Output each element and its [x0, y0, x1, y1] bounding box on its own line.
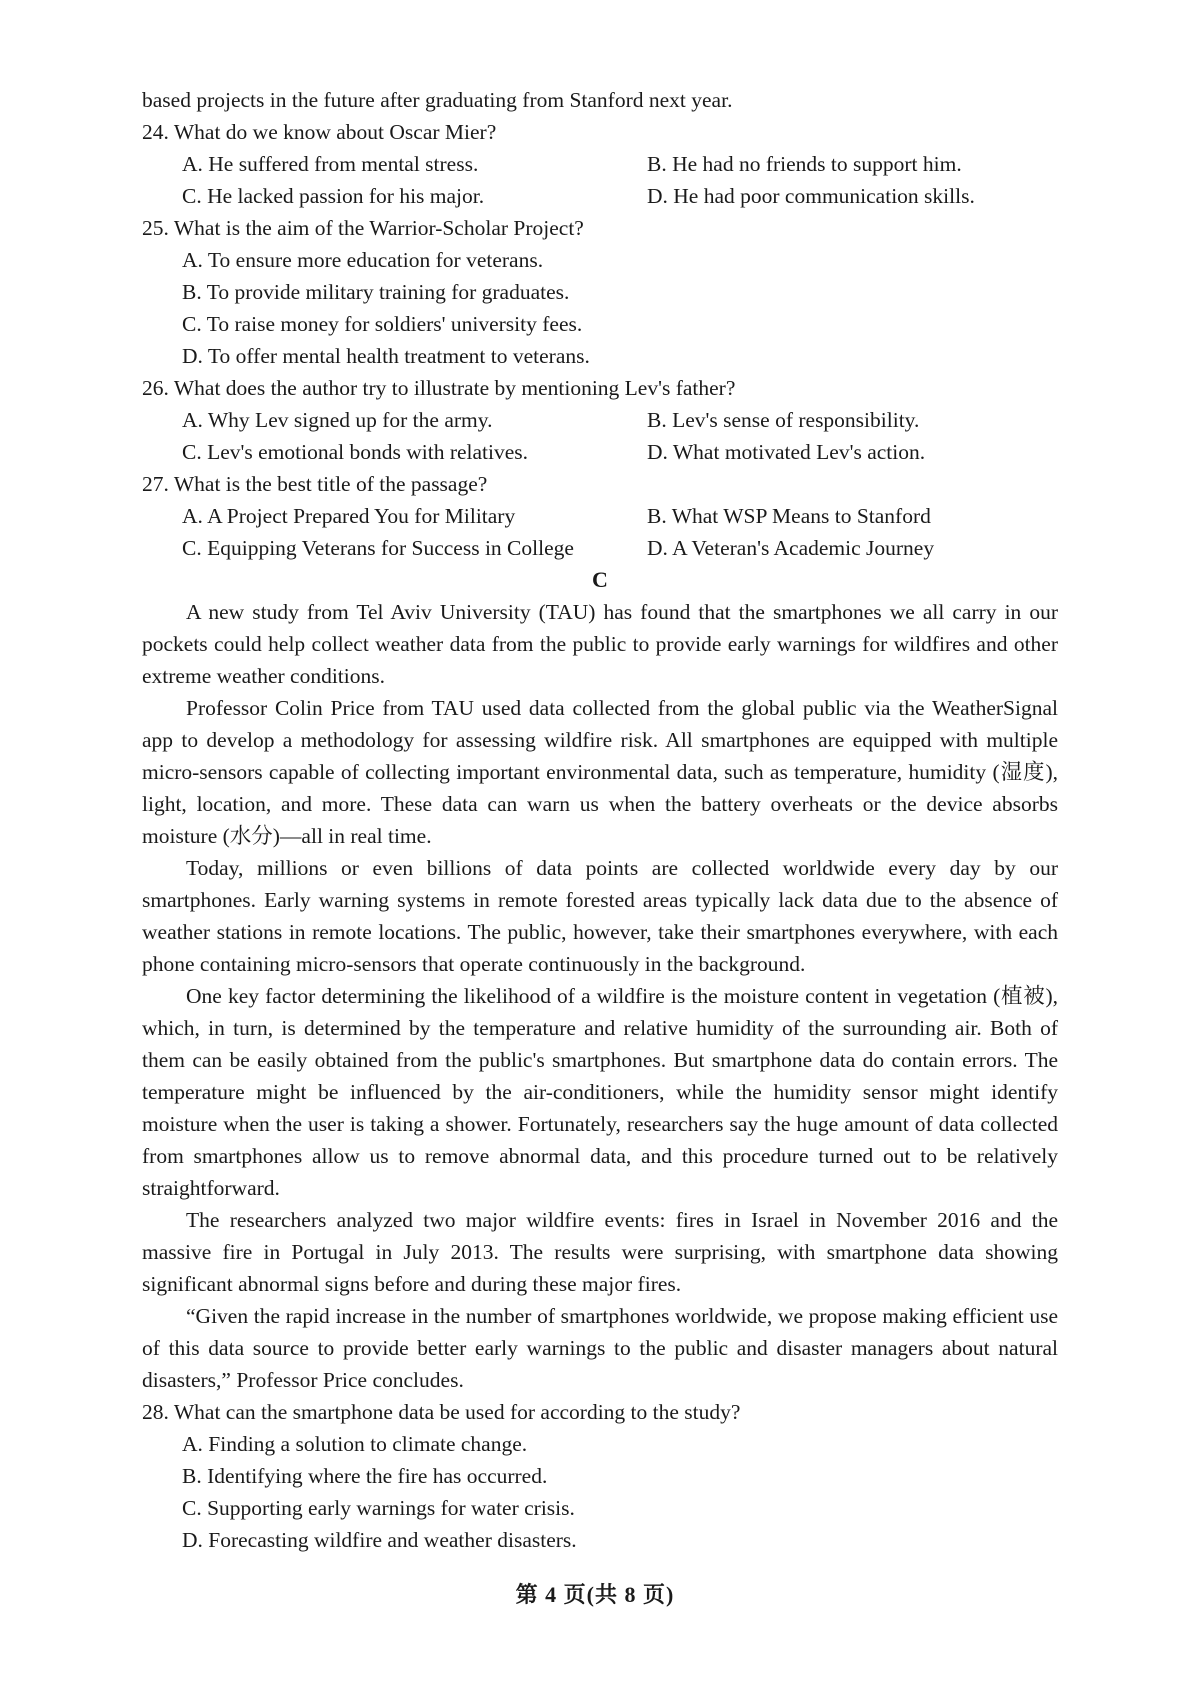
option-a: A. To ensure more education for veterans.	[182, 248, 544, 272]
passage-paragraph: The researchers analyzed two major wildfire events: fires in Israel in November 2016 and the massive fire in Portugal in July 2013. The results were surprising, with smartphone data showing significant abnormal signs before and during these major fires.	[142, 1208, 1058, 1296]
option-a: A. A Project Prepared You for Military	[182, 504, 516, 528]
option-d: D. To offer mental health treatment to veterans.	[182, 344, 590, 368]
passage-paragraph: “Given the rapid increase in the number of smartphones worldwide, we propose making efficient use of this data source to provide better early warnings to the public and disaster managers about natural disasters,” Professor Price concludes.	[142, 1304, 1058, 1392]
question-stem: 26. What does the author try to illustrate by mentioning Lev's father?	[142, 376, 736, 400]
option-c: C. To raise money for soldiers' university fees.	[182, 312, 583, 336]
passage-c	[142, 596, 1058, 1396]
option-b: B. Lev's sense of responsibility.	[647, 408, 920, 432]
question-27	[142, 468, 1058, 564]
continuation-line: based projects in the future after graduating from Stanford next year.	[142, 88, 733, 112]
option-a: A. Why Lev signed up for the army.	[182, 408, 493, 432]
question-stem: 28. What can the smartphone data be used for according to the study?	[142, 1400, 741, 1424]
passage-paragraph: Today, millions or even billions of data points are collected worldwide every day by our smartphones. Early warning systems in remote forested areas typically lack data due to the absence of weather stations in remote locations. The public, however, take their smartphones everywhere, with each phone containing micro-sensors that operate continuously in the background.	[142, 856, 1058, 976]
question-stem: 27. What is the best title of the passage?	[142, 472, 488, 496]
passage-paragraph: One key factor determining the likelihood of a wildfire is the moisture content in vegetation (植被), which, in turn, is determined by the temperature and relative humidity of the surrounding air. Both of them can be easily obtained from the public's smartphones. But smartphone data do contain errors. The temperature might be influenced by the air-conditioners, while the humidity sensor might identify moisture when the user is taking a shower. Fortunately, researchers say the huge amount of data collected from smartphones allow us to remove abnormal data, and this procedure turned out to be relatively straightforward.	[142, 984, 1058, 1200]
page-number-footer: 第 4 页(共 8 页)	[515, 1582, 675, 1607]
question-26	[142, 372, 1058, 468]
option-d: D. He had poor communication skills.	[647, 184, 975, 208]
option-b: B. He had no friends to support him.	[647, 152, 962, 176]
question-stem: 24. What do we know about Oscar Mier?	[142, 120, 497, 144]
option-a: A. He suffered from mental stress.	[182, 152, 479, 176]
option-b: B. To provide military training for graduates.	[182, 280, 570, 304]
question-28	[142, 1396, 1058, 1556]
question-stem: 25. What is the aim of the Warrior-Scholar Project?	[142, 216, 584, 240]
option-c: C. Equipping Veterans for Success in College	[182, 536, 574, 560]
passage-paragraph: A new study from Tel Aviv University (TAU) has found that the smartphones we all carry in our pockets could help collect weather data from the public to provide early warnings for wildfires and other extreme weather conditions.	[142, 600, 1058, 688]
passage-paragraph: Professor Colin Price from TAU used data collected from the global public via the WeatherSignal app to develop a methodology for assessing wildfire risk. All smartphones are equipped with multiple micro-sensors capable of collecting important environmental data, such as temperature, humidity (湿度), light, location, and more. These data can warn us when the battery overheats or the device absorbs moisture (水分)—all in real time.	[142, 696, 1058, 848]
option-c: C. He lacked passion for his major.	[182, 184, 485, 208]
option-c: C. Supporting early warnings for water crisis.	[182, 1496, 575, 1520]
option-a: A. Finding a solution to climate change.	[182, 1432, 528, 1456]
option-d: D. A Veteran's Academic Journey	[647, 536, 935, 560]
option-b: B. Identifying where the fire has occurred.	[182, 1464, 548, 1488]
question-24	[142, 116, 1058, 212]
option-b: B. What WSP Means to Stanford	[647, 504, 931, 528]
option-d: D. Forecasting wildfire and weather disasters.	[182, 1528, 577, 1552]
page-content	[142, 84, 1058, 1556]
section-letter: C	[592, 567, 608, 592]
question-25	[142, 212, 1058, 372]
option-c: C. Lev's emotional bonds with relatives.	[182, 440, 529, 464]
option-d: D. What motivated Lev's action.	[647, 440, 926, 464]
